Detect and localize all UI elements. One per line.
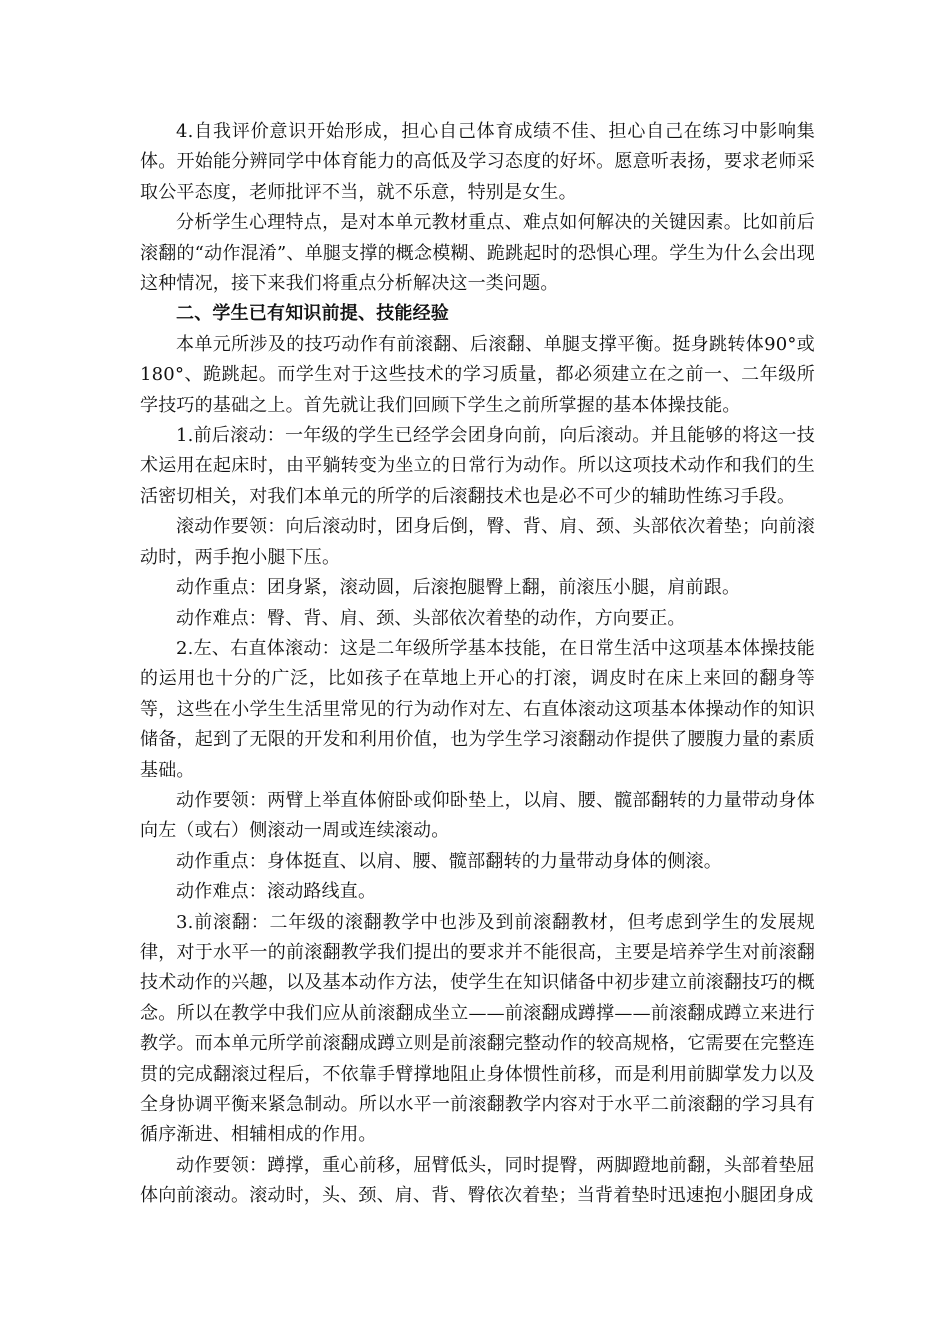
paragraph-rolling-forward-back: 1.前后滚动：一年级的学生已经学会团身向前，向后滚动。并且能够的将这一技术运用在起床时，由平躺转变为坐立的日常行为动作。所以这项技术动作和我们的生活密切相关，对我们本单元的所学的后滚翻技术也是必不可少的辅助性练习手段。: [140, 425, 815, 507]
paragraph-rolling-key-points: 动作重点：团身紧，滚动圆，后滚抱腿臀上翻，前滚压小腿，肩前跟。: [176, 577, 741, 599]
paragraph-side-rolling-key-points: 动作重点：身体挺直、以肩、腰、髋部翻转的力量带动身体的侧滚。: [176, 850, 722, 872]
section-heading-prior-knowledge: 二、学生已有知识前提、技能经验: [176, 303, 449, 325]
paragraph-forward-roll-essentials: 动作要领：蹲撑，重心前移，屈臂低头，同时提臀，两脚蹬地前翻，头部着垫屈体向前滚动。滚动时，头、颈、肩、背、臀依次着垫；当背着垫时迅速抱小腿团身成: [140, 1154, 815, 1207]
document-page: [140, 117, 815, 1212]
paragraph-unit-overview: 本单元所涉及的技巧动作有前滚翻、后滚翻、单腿支撑平衡。挺身跳转体90°或180°、跪跳起。而学生对于这些技术的学习质量，都必须建立在之前一、二年级所学技巧的基础之上。首先就让我们回顾下学生之前所掌握的基本体操技能。: [140, 333, 815, 416]
paragraph-side-rolling-essentials: 动作要领：两臂上举直体俯卧或仰卧垫上，以肩、腰、髋部翻转的力量带动身体向左（或右）侧滚动一周或连续滚动。: [140, 789, 815, 842]
paragraph-self-evaluation: 4.自我评价意识开始形成，担心自己体育成绩不佳、担心自己在练习中影响集体。开始能分辨同学中体育能力的高低及学习态度的好坏。愿意听表扬，要求老师采取公平态度，老师批评不当，就不乐意，特别是女生。: [140, 121, 815, 203]
paragraph-rolling-essentials: 滚动作要领：向后滚动时，团身后倒，臀、背、肩、颈、头部依次着垫；向前滚动时，两手抱小腿下压。: [140, 516, 815, 568]
paragraph-forward-roll: 3.前滚翻：二年级的滚翻教学中也涉及到前滚翻教材，但考虑到学生的发展规律，对于水平一的前滚翻教学我们提出的要求并不能很高，主要是培养学生对前滚翻技术动作的兴趣，以及基本动作方法，使学生在知识储备中初步建立前滚翻技巧的概念。所以在教学中我们应从前滚翻成坐立——前滚翻成蹲撑——前滚翻成蹲立来进行教学。而本单元所学前滚翻成蹲立则是前滚翻完整动作的较高规格，它需要在完整连贯的完成翻滚过程后，不依靠手臂撑地阻止身体惯性前移，而是利用前脚掌发力以及全身协调平衡来紧急制动。所以水平一前滚翻教学内容对于水平二前滚翻的学习具有循序渐进、相辅相成的作用。: [140, 911, 815, 1146]
paragraph-rolling-difficulties: 动作难点：臀、背、肩、颈、头部依次着垫的动作，方向要正。: [176, 607, 686, 629]
paragraph-psychology-analysis: 分析学生心理特点，是对本单元教材重点、难点如何解决的关键因素。比如前后滚翻的“动作混淆”、单腿支撑的概念模糊、跪跳起时的恐惧心理。学生为什么会出现这种情况，接下来我们将重点分析解决这一类问题。: [140, 212, 815, 295]
paragraph-side-rolling: 2.左、右直体滚动：这是二年级所学基本技能，在日常生活中这项基本体操技能的运用也十分的广泛，比如孩子在草地上开心的打滚，调皮时在床上来回的翻身等等，这些在小学生生活里常见的行为动作对左、右直体滚动这项基本体操动作的知识储备，起到了无限的开发和利用价值，也为学生学习滚翻动作提供了腰腹力量的素质基础。: [140, 637, 815, 781]
paragraph-side-rolling-difficulties: 动作难点：滚动路线直。: [176, 881, 377, 903]
